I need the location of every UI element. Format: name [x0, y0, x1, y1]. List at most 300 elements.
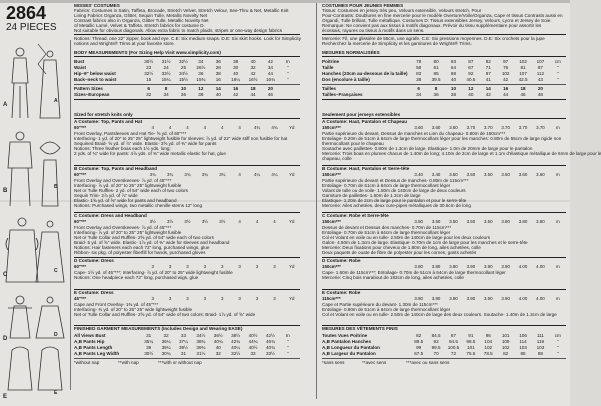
yardage-cell: 3.80: [501, 219, 510, 224]
cell: 78: [416, 59, 422, 64]
yardage-cell: 4.00: [518, 264, 528, 269]
cell: 89.5: [414, 339, 424, 344]
section-title: B Costume: Top, Pants and Headband: [74, 166, 158, 171]
cell: 83: [416, 71, 422, 76]
section-line: Elastique- 1.20m de 2cm de large pour le pantalon et pour le serre-tête: [322, 198, 467, 203]
yardage-cell: 3.70: [466, 125, 476, 130]
yardage-cell: Yd: [289, 219, 295, 224]
fabrics-text-5: Not suitable for obvious diagonals. Allow extra fabric to match plaids, stripes or one-way design fabrics: [74, 28, 283, 33]
figure-a-pants: [12, 83, 28, 118]
row-label: A,B Pants Length: [74, 345, 113, 350]
yardage-cell: 3: [151, 264, 154, 269]
yardage-row: [322, 172, 567, 177]
cell: ": [287, 345, 289, 350]
cell: 34: [267, 65, 273, 70]
yardage-cell: 3.50: [483, 172, 493, 177]
cell: 15: [146, 77, 152, 82]
cell: 100.5: [447, 345, 460, 350]
table-row: [74, 333, 297, 338]
cell: 92: [468, 71, 474, 76]
cell: 99: [416, 345, 422, 350]
cell: 32½: [144, 71, 154, 76]
figure-a-top: [12, 58, 28, 83]
cell: 32: [250, 65, 256, 70]
footnote: **avec sens: [362, 360, 387, 365]
fabric-width: 60"***: [74, 125, 87, 130]
cell: 39½: [179, 345, 188, 350]
cell: 38½: [231, 333, 241, 338]
cell: 34½: [196, 333, 206, 338]
french-fabrics: Tissus: Costumes en jersey très peu, Velours extensible, Velours stretch, Pour: [322, 8, 482, 13]
yardage-cell: Yd: [289, 296, 295, 301]
row-label: Waist: [74, 65, 87, 70]
cell: 104: [484, 339, 493, 344]
size-cell: 14: [215, 86, 221, 91]
row-label: All Views Bust: [74, 333, 106, 338]
section-line: Mercerie: Ailes achetées, deux cure-pipes métalliques de 30.5cm de long: [322, 203, 471, 208]
cell: 99.5: [431, 345, 441, 350]
cell: 81: [520, 65, 526, 70]
cell: 34½: [179, 71, 188, 76]
row-label: A,B Longueur du Pantalon: [322, 345, 380, 350]
section-line: Interfacing- ⅞ yd. of 20" to 25" 25" lightweight fusible: [74, 183, 182, 188]
row-label: Back–neck to waist: [74, 77, 117, 82]
body-measurements-title: BODY MEASUREMENTS (For Sizing Help Visit www.simplicity.com): [74, 50, 221, 55]
footnote: ***with or without nap: [158, 360, 202, 365]
section-line: Front Overlay and Overskeeves- ⅞ yd. of 45"***: [74, 178, 172, 183]
table-row: [74, 351, 297, 356]
yardage-cell: 3.50: [414, 219, 423, 224]
figure-a-head: [16, 48, 24, 56]
fabrics-text: Fabrics: Costumes in Satin, Taffeta, Brocade, Stretch Velvet, Stretch Velour, See-Thru & Net, Metallic Knit: [74, 8, 289, 13]
yardage-cell: 4: [151, 125, 154, 130]
size-cell: 10: [450, 86, 457, 91]
cell: ": [287, 71, 289, 76]
cell: 32½: [231, 351, 241, 356]
section-line: Net or Tulle Collar and Ruffles- 2⅝ yd. of 54" wide of two colors; Braid- 1⅞ yd. of ⅝" wide: [74, 312, 256, 317]
yardage-cell: 3.80: [431, 296, 441, 301]
fabric-width: 150cm***: [322, 219, 341, 224]
cell: 33½: [161, 71, 171, 76]
fabric-width: 60"***: [74, 172, 87, 177]
yardage-row: [322, 264, 567, 269]
fabrics-text-4: of Metallic Lamé, Velvet & Taffeta. Stretch fabrics for costume D.: [74, 23, 205, 28]
cell: 41: [485, 77, 491, 82]
size-row: [322, 86, 549, 91]
cell: 91: [468, 333, 474, 338]
fabric-width: 150cm***: [322, 264, 341, 269]
cell: 39¾: [196, 345, 206, 350]
yardage-cell: 3.90: [483, 296, 493, 301]
yardage-cell: 3¾: [219, 172, 226, 177]
cell: 85: [433, 71, 439, 76]
cell: 40¼: [231, 345, 241, 350]
yardage-cell: 3: [273, 296, 276, 301]
figure-a-back: [40, 60, 60, 118]
table-row: [322, 339, 567, 344]
cell: 96: [485, 333, 491, 338]
size-cell: 38: [450, 92, 457, 97]
section-line: Braid- 5 yd. of ⅝" wide. Elastic- 1⅞ yd. of ⅜" wide for sleeves and headband: [74, 240, 230, 245]
yardage-cell: 3¾: [201, 172, 208, 177]
cell: 107: [519, 71, 527, 76]
section-line: Interfacing- 1 yd. of 20" to 25" 25" lightweight fusible for sleeves: ⅞ yd. of 22" wide stiff non fusible for hat: [74, 136, 288, 141]
sketch-letter: B: [54, 184, 58, 190]
yardage-cell: 3.80: [536, 219, 545, 224]
cell: 88: [450, 71, 457, 76]
yardage-row: [74, 125, 301, 130]
cell: 64: [450, 65, 457, 70]
fabric-width: 150cm***: [322, 172, 341, 177]
yardage-cell: 4: [221, 125, 224, 130]
yardage-cell: 4: [238, 125, 241, 130]
yardage-cell: 4¼: [271, 172, 278, 177]
cell: 44: [267, 71, 273, 76]
section-line: Mercerie: Cinq bois marabout de 183cm de long, ailes achetées, colle: [322, 275, 464, 280]
cell: ": [557, 345, 559, 350]
cell: 40½: [248, 333, 258, 338]
fabric-width: 115cm***: [322, 296, 341, 301]
row-label: A,B Pants Leg Width: [74, 351, 120, 356]
yardage-cell: 3.80: [414, 296, 423, 301]
cell: 15¼: [161, 77, 171, 82]
yardage-cell: m: [555, 296, 560, 301]
size-cell: 46: [520, 92, 526, 97]
yardage-cell: 3.60: [536, 172, 545, 177]
cell: 33: [250, 351, 256, 356]
yardage-cell: m: [555, 125, 560, 130]
yardage-cell: 3: [203, 264, 207, 269]
cell: 36: [215, 59, 221, 64]
table-row: [322, 71, 567, 76]
yardage-cell: 3: [168, 296, 172, 301]
cell: 39: [146, 345, 152, 350]
sketch-letter: A: [54, 98, 58, 104]
row-label: A,B Pants Hip: [74, 339, 105, 344]
cell: 46¾: [265, 339, 275, 344]
section-line: Ribbon- six pkg. of polyester fiberfill for hands, purchased gloves: [74, 250, 206, 255]
divider: [322, 99, 566, 100]
notions-text-2: notions and Wrights® Trims at your favorite store.: [74, 41, 175, 46]
size-cell: 16: [233, 86, 239, 91]
cell: 30½: [144, 351, 154, 356]
cell: 111: [536, 333, 544, 338]
size-cell: 18: [250, 86, 256, 91]
cell: 30: [233, 65, 239, 70]
yardage-cell: m: [555, 264, 560, 269]
yardage-cell: 3.40: [414, 172, 423, 177]
pattern-number: 2864: [6, 3, 47, 23]
table-row: [74, 65, 297, 70]
cell: 36: [198, 71, 204, 76]
section-line: Cape- 1½ yd. of 45"***; Interfacing- ⅞ yd. of 20" to 25" wide lightweight fusible: [74, 270, 233, 275]
row-label: A,B Largeur du Pantalon: [322, 351, 376, 356]
cell: 35¼: [144, 339, 154, 344]
cell: 42.5: [518, 77, 528, 82]
size-cell: 34: [416, 92, 422, 97]
cell: ": [557, 339, 559, 344]
cell: 119: [536, 339, 545, 344]
divider: [74, 56, 300, 57]
yardage-row: [322, 296, 567, 301]
size-cell: 44: [503, 92, 509, 97]
cell: 37¼: [179, 339, 188, 344]
cell: 36½: [213, 333, 223, 338]
size-cell: 42: [233, 92, 239, 97]
cell: 67.5: [414, 351, 424, 356]
cell: 97: [485, 71, 491, 76]
cell: 34: [198, 59, 204, 64]
cell: 78.5: [483, 351, 493, 356]
yardage-cell: 3½: [184, 219, 191, 224]
cell: 31: [180, 351, 187, 356]
cell: 16¼: [231, 77, 241, 82]
fabrics-text-2: Lining Fabrics Organza, Glitter, Sequin Tulle, Metallic Novelty Net: [74, 13, 208, 18]
cell: 30½: [144, 59, 154, 64]
french-fabrics-3: Organdi, Tulle brillant, Tulle métallique. Costumes D: Tissus extensibles Jersey, Velours, Lycra et Jersey de Soie.: [322, 18, 552, 23]
figure-letter: E: [3, 394, 8, 400]
section-line: Cape et Partie supérieure du devant- 1.30m de 115cm***: [322, 302, 438, 307]
cell: 71: [485, 65, 491, 70]
cell: 87: [468, 59, 474, 64]
section-title: C Costume: Dress and Headband: [74, 213, 147, 218]
section-line: 2 yds. of ¾" wide for pants: 4⅞ yds. of ⅜" wide metallic elastic for hat, glue: [74, 151, 226, 156]
cell: 103: [519, 345, 527, 350]
cell: 98.5: [466, 339, 476, 344]
size-cell: 18: [520, 86, 526, 91]
section-line: Entoilage- 0.70m de 51cm à 64cm de large thermocollant léger: [322, 183, 451, 188]
cell: 38: [233, 59, 239, 64]
sketch-letter: E: [54, 390, 58, 396]
section-line: Notions: Hair fasteners each each 72" long, purchased wings, glue: [74, 245, 210, 250]
row-label: A,B Pantalon Hanches: [322, 339, 372, 344]
figure-letter: D: [3, 336, 8, 342]
section-line: Notions: Three feather boas each 1½ yds. long;: [74, 146, 171, 151]
size-cell: 12: [468, 86, 474, 91]
yardage-cell: 4: [238, 172, 241, 177]
sketch-letter: C: [54, 268, 58, 274]
cell: cm: [554, 333, 561, 338]
yardage-row: [322, 125, 567, 130]
cell: 16: [215, 77, 221, 82]
yardage-cell: 3: [255, 264, 259, 269]
yardage-row: [74, 172, 301, 177]
section-line: Cape- 1.60m de 115cm***; Entoilage- 0.70m de 51cm à 64cm de large thermocollant léger: [322, 270, 506, 275]
yardage-cell: 3.70: [501, 125, 510, 130]
french-fabrics-2: Pour-Contrasts: Doublures en fine mercerie pour le modèle Overture/Voile/Organza, Cape et tissus Contrasts aussi en: [322, 13, 563, 18]
yardage-cell: 3.70: [483, 125, 493, 130]
yardage-cell: 3½: [167, 219, 174, 224]
size-cell: 48: [537, 92, 543, 97]
yardage-cell: 3.60: [449, 125, 458, 130]
cell: 28: [215, 65, 221, 70]
row-label: Bust: [74, 59, 85, 64]
divider: [322, 56, 566, 57]
cell: 94.5: [449, 339, 458, 344]
divider: [322, 358, 566, 359]
cell: 36¼: [161, 339, 171, 344]
cell: 82: [416, 333, 422, 338]
row-label: Hanches (23cm au-dessous de la taille): [322, 71, 408, 76]
yardage-cell: Yd: [289, 264, 295, 269]
yardage-cell: 3.50: [449, 172, 458, 177]
section-line: Front Overlay, Pantsleeves and Hat Tie- ⅝ yd. of 60"***: [74, 131, 187, 136]
yardage-cell: 3: [238, 296, 241, 301]
cell: 114: [519, 339, 527, 344]
yardage-cell: 3.90: [466, 264, 476, 269]
yardage-cell: m: [555, 172, 560, 177]
cell: 40¾: [265, 345, 275, 350]
size-row: [74, 92, 279, 97]
cell: 109: [501, 339, 510, 344]
cell: In: [285, 59, 290, 64]
section-line: Col et Volant en voile ou en tulle- 2.50m de 140cm de large des deux couleurs. Soutache- 1.40m de 1.3cm de large: [322, 312, 557, 317]
yardage-cell: Yd: [289, 125, 295, 130]
size-cell: 36: [180, 92, 187, 97]
section-line: Partie supérieure du devant et Dessus de manches- 0.80m de 115cm***: [322, 178, 469, 183]
cell: 83: [450, 59, 457, 64]
size-cell: 32: [146, 92, 152, 97]
yardage-cell: 3: [255, 296, 259, 301]
cell: 40: [450, 77, 457, 82]
cell: ": [557, 351, 559, 356]
section-title: D Costume: Robe: [322, 258, 361, 263]
table-row: [322, 59, 567, 64]
size-cell: 46: [267, 92, 273, 97]
cell: 67: [468, 65, 474, 70]
cell: 42½: [265, 333, 275, 338]
yardage-row: [74, 264, 301, 269]
fabric-width: 45"***: [74, 296, 87, 301]
finished-title: FINISHED GARMENT MEASUREMENTS (Includes Design and Wearing EASE): [74, 326, 243, 331]
row-label: Hip–9" below waist: [74, 71, 116, 76]
table-row: [74, 59, 297, 64]
section-title: D Costume: Dress: [74, 258, 114, 263]
section-line: Notions: Purchased wings, two metallic chenille stems 12" long: [74, 203, 203, 208]
cell: ": [557, 65, 559, 70]
cell: 25: [180, 65, 187, 70]
cell: 85: [520, 351, 526, 356]
section-line: Interfacing- ⅞ yd. of 20" to 25" 25" lightweight fusible: [74, 230, 182, 235]
yardage-cell: 3.90: [466, 296, 476, 301]
section-line: Net or Tulle Collar and Ruffles- 2⅝ yd. of 54" wide each of two colors: [74, 235, 214, 240]
yardage-cell: 3: [168, 264, 172, 269]
cell: 39¼: [161, 345, 171, 350]
row-label: Sizes–European: [74, 92, 110, 97]
cell: 87: [537, 65, 543, 70]
cell: 40.5: [466, 77, 476, 82]
size-cell: 34: [163, 92, 169, 97]
size-cell: 44: [250, 92, 256, 97]
size-cell: 42: [485, 92, 491, 97]
cell: 15¾: [196, 77, 206, 82]
footnote: ***avec ou sans sens: [406, 360, 450, 365]
section-line: Sequined Braid- ⅝ yd. of ⅞" wide. Elastic- 3⅝ yd. of ⅜" wide for pants: [74, 141, 217, 146]
section-line: Col et Volant en voile ou en tulle- 2.50m de 140cm de large pour les deux couleurs: [322, 235, 491, 240]
yardage-cell: 4.00: [518, 296, 528, 301]
cell: 38: [416, 77, 422, 82]
section-line: Notions: One headpiece each 72" long, purchased wigs, glue: [74, 275, 199, 280]
section-line: Sequin Trim- 2⅞ yd. of ⅞" wide: [74, 193, 138, 198]
size-cell: 6: [417, 86, 420, 91]
yardage-cell: Yd: [289, 172, 295, 177]
section-title: A Costume: Haut, Pantalon et Chapeau: [322, 119, 408, 124]
yardage-cell: 3.40: [431, 172, 441, 177]
sketch-letter: D: [54, 332, 58, 338]
figure-letter: A: [3, 102, 8, 108]
section-line: Entoilage- 0.80m de 51cm à 64cm de large thermocollant léger: [322, 307, 451, 312]
table-row: [74, 339, 297, 344]
cell: 107: [536, 59, 545, 64]
cell: ": [287, 77, 289, 82]
yardage-cell: 3½: [219, 219, 226, 224]
divider: [74, 99, 300, 100]
cell: 102: [484, 345, 493, 350]
cell: cm: [554, 59, 561, 64]
size-note: Sized for stretch knits only: [74, 112, 133, 117]
size-cell: 10: [180, 86, 187, 91]
cell: ": [557, 71, 559, 76]
cell: ": [287, 65, 289, 70]
cell: 103: [536, 345, 545, 350]
table-row: [322, 351, 567, 356]
yardage-cell: 3½: [149, 219, 156, 224]
cell: 38: [215, 71, 221, 76]
table-row: [74, 77, 297, 82]
mercerie-text-2: Recherchez la mercerie de Simplicity et les garnitures de Wrights® Trims.: [322, 41, 472, 46]
cell: 39.5: [431, 77, 441, 82]
fabric-width: 60"***: [74, 264, 87, 269]
yardage-cell: 3.50: [431, 219, 441, 224]
fabrics-text-3: Contrast fabrics also in Organza, Glitter Tulle, Metallic Novelty Net: [74, 18, 209, 23]
section-line: Entoilage- 0.70m de 51cm à 64cm de large thermocollant léger: [322, 230, 451, 235]
section-line: Garniture de paillettes- 1.60m de 1.3cm de large: [322, 193, 421, 198]
yardage-cell: 3¾: [149, 172, 156, 177]
cell: 16¾: [265, 77, 275, 82]
cell: 112: [536, 71, 545, 76]
row-label: Taille: [322, 65, 334, 70]
cell: 30¾: [161, 351, 171, 356]
finished-title-fr: MESURES DES VÊTEMENTS FINIS: [322, 326, 398, 331]
cell: 32: [215, 351, 221, 356]
cell: ": [557, 77, 559, 82]
yardage-cell: 3: [203, 296, 207, 301]
yardage-cell: 3.70: [518, 125, 528, 130]
table-row: [322, 345, 567, 350]
yardage-cell: 3.50: [501, 172, 510, 177]
size-cell: 36: [433, 92, 439, 97]
divider: [322, 34, 566, 35]
section-line: Mercerie: Deux fixations pour cheveux de 1.80m de long, ailes achetées, colle: [322, 245, 481, 250]
section-title: C Costume: Robe et Serre-tête: [322, 213, 389, 218]
yardage-cell: 4: [273, 219, 276, 224]
row-label: Poitrine: [322, 59, 340, 64]
cell: 80: [433, 59, 439, 64]
size-cell: 8: [434, 86, 438, 91]
cell: 101: [467, 345, 475, 350]
cell: ": [287, 339, 289, 344]
yardage-cell: 4.00: [536, 296, 545, 301]
cell: 106: [519, 333, 527, 338]
section-line: Volant de tulle ou de voile- 1.80m de 140cm de large de deux couleurs: [322, 188, 466, 193]
misses-title: MISSES' COSTUMES: [74, 3, 120, 8]
cell: 61: [433, 65, 439, 70]
row-label: Dos (encolure à taille): [322, 77, 370, 82]
cell: 15½: [179, 77, 188, 82]
cell: 92: [433, 339, 439, 344]
cell: 76: [503, 65, 509, 70]
cell: In: [285, 333, 290, 338]
